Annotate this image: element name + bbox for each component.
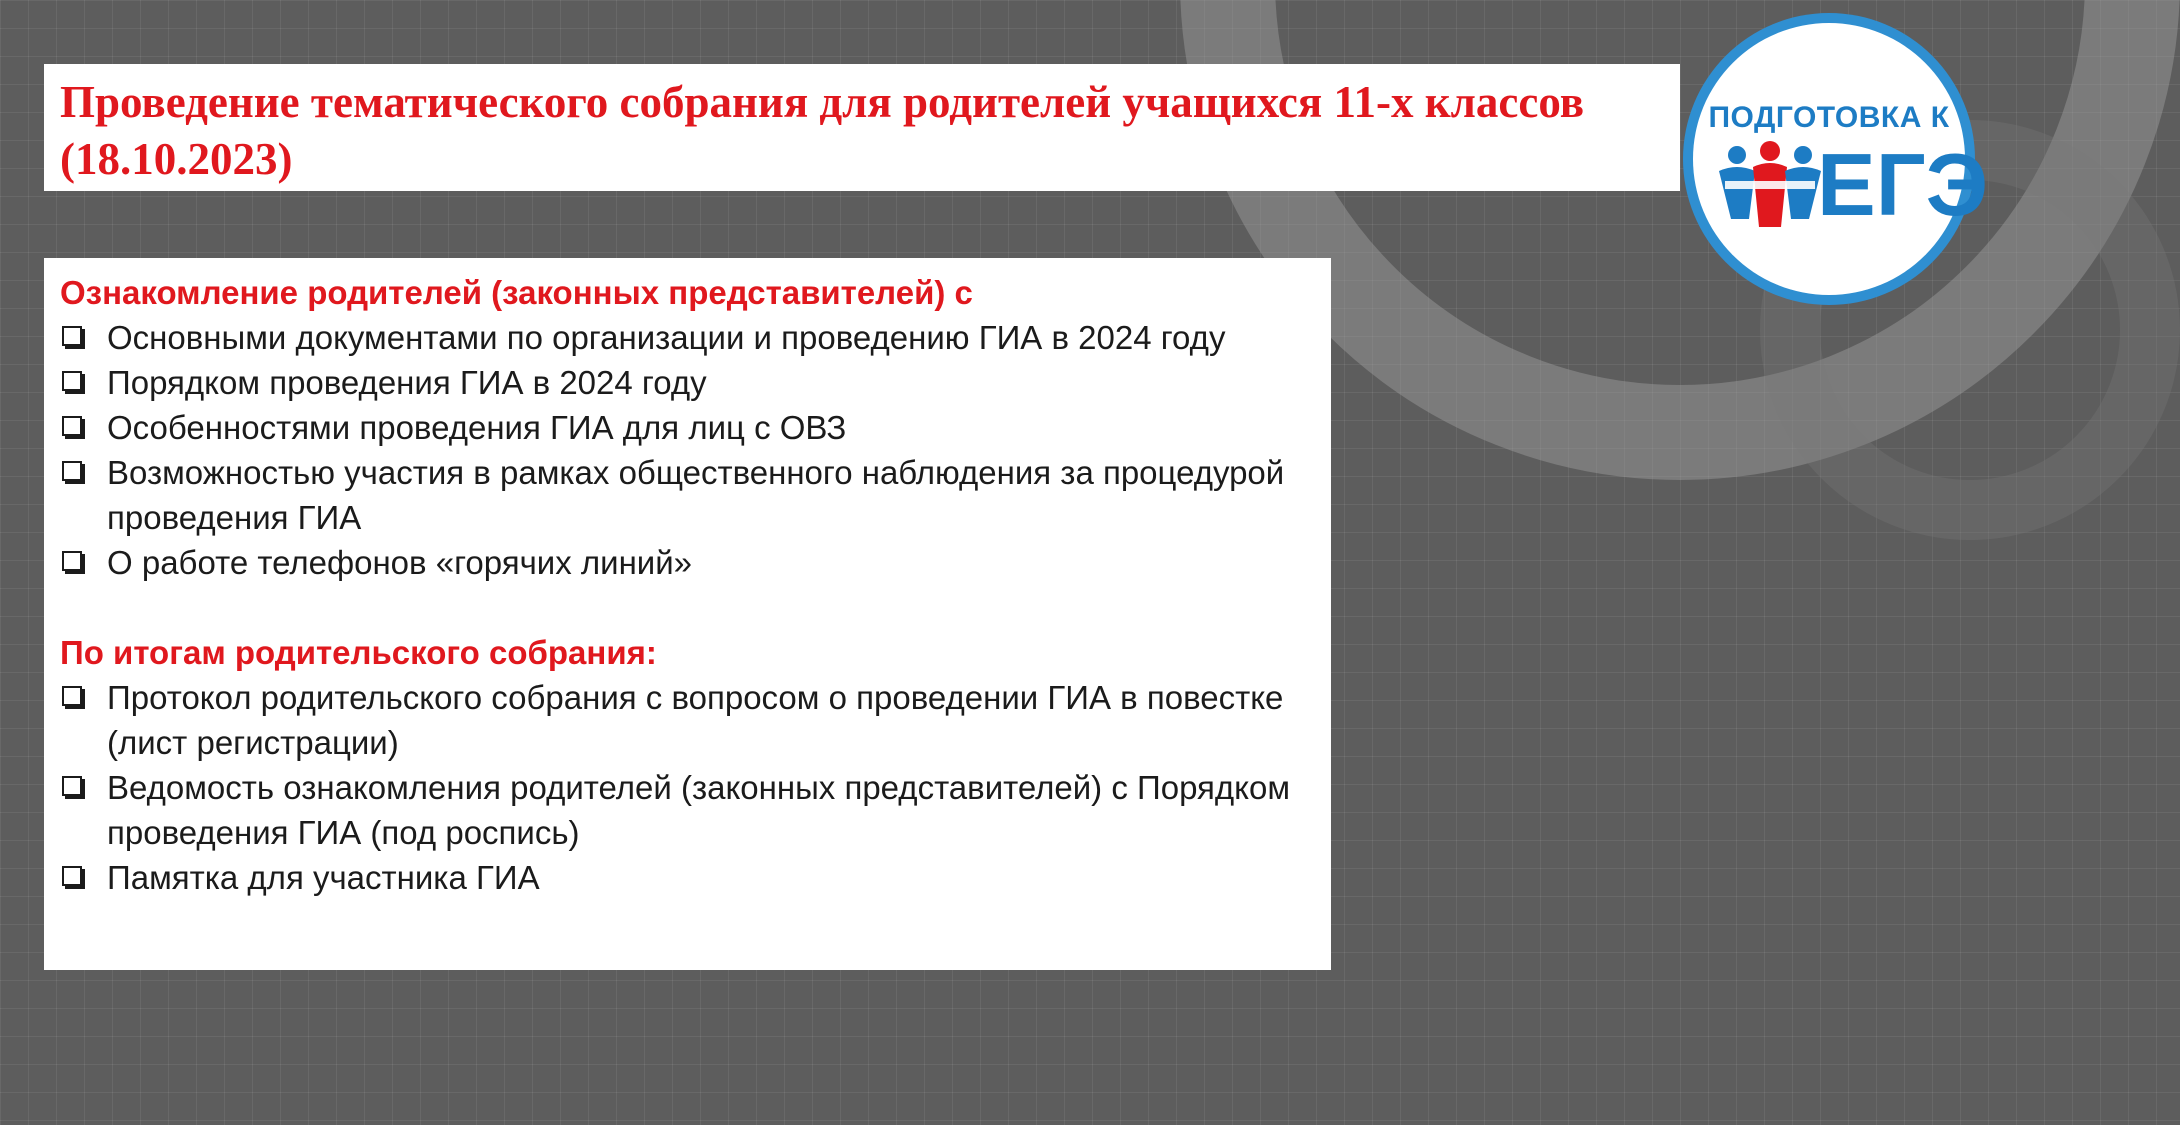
list-item [60,360,1315,405]
list-item [60,405,1315,450]
list-item-text: Протокол родительского собрания с вопросом о проведении ГИА в повестке (лист регистрации) [107,679,1284,761]
section-results [60,630,1315,900]
checklist [60,315,1315,585]
content-box [44,258,1331,970]
list-item-text: Возможностью участия в рамках общественного наблюдения за процедурой проведения ГИА [107,454,1285,536]
checkbox-icon [62,776,82,796]
checkbox-icon [62,371,82,391]
checkbox-icon [62,686,82,706]
checkbox-icon [62,416,82,436]
list-item [60,540,1315,585]
section-heading: Ознакомление родителей (законных представителей) с [60,274,973,311]
ege-logo-inner [1693,23,1989,295]
list-item-text: Основными документами по организации и проведению ГИА в 2024 году [107,319,1226,356]
section-familiarization [60,270,1315,585]
ege-logo [1683,13,1989,305]
list-item-text: Особенностями проведения ГИА для лиц с ОВЗ [107,409,847,446]
slide-title: Проведение тематического собрания для родителей учащихся 11-х классов (18.10.2023) [60,77,1585,184]
list-item-text: Памятка для участника ГИА [107,859,540,896]
list-item [60,315,1315,360]
checkbox-icon [62,461,82,481]
list-item [60,765,1315,855]
list-item [60,855,1315,900]
people-icon [1715,141,1825,231]
checkbox-icon [62,326,82,346]
list-item [60,450,1315,540]
checkbox-icon [62,866,82,886]
list-item [60,675,1315,765]
list-item-text: Порядком проведения ГИА в 2024 году [107,364,707,401]
section-heading: По итогам родительского собрания: [60,634,657,671]
list-item-text: Ведомость ознакомления родителей (законных представителей) с Порядком проведения ГИА (под роспись) [107,769,1291,851]
checklist [60,675,1315,900]
list-item-text: О работе телефонов «горячих линий» [107,544,693,581]
checkbox-icon [62,551,82,571]
logo-main-text: ЕГЭ [1817,135,1989,234]
title-box [44,64,1680,191]
section-spacer [60,585,1315,630]
logo-top-text: ПОДГОТОВКА К [1708,101,1950,134]
